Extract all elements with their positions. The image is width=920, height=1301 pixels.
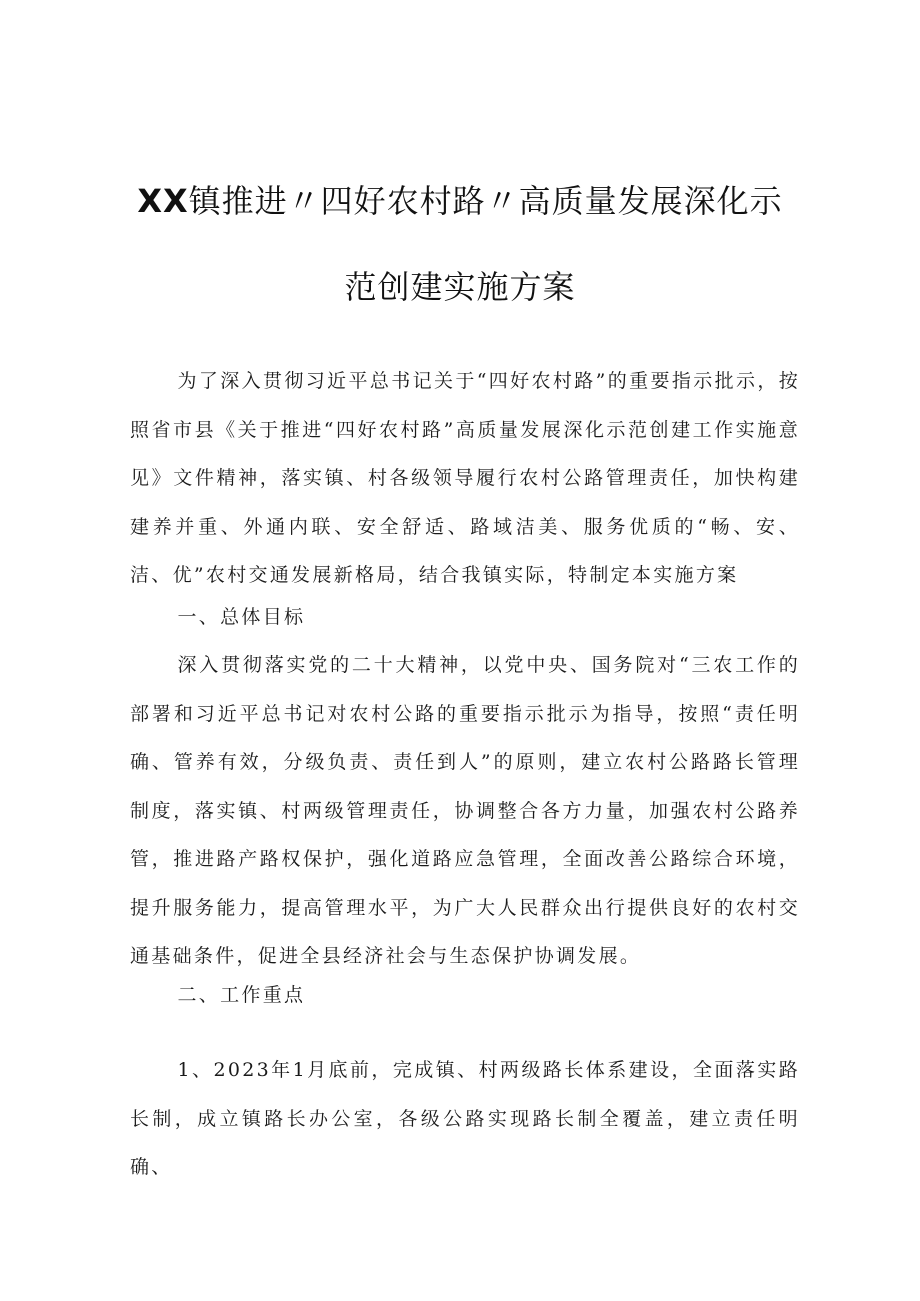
item-1-paragraph: 1、2023年1月底前，完成镇、村两级路长体系建设，全面落实路长制，成立镇路长办公室，各级公路实现路长制全覆盖，建立责任明确、: [130, 1059, 800, 1178]
section-heading-1: 一、总体目标: [177, 606, 306, 628]
section-heading-1-block: [130, 593, 800, 642]
title-prefix: XX: [137, 182, 189, 220]
title-line-1-text: 镇推进〃四好农村路〃高质量发展深化示: [188, 182, 783, 220]
section-heading-2-block: [130, 971, 800, 1020]
goal-paragraph-block: [130, 641, 800, 981]
document-title-line-2: 范创建实施方案: [344, 268, 576, 306]
section-heading-2: 二、工作重点: [177, 984, 306, 1006]
intro-paragraph-block: [130, 357, 800, 600]
item-1-paragraph-block: [130, 1046, 800, 1192]
intro-paragraph: 为了深入贯彻习近平总书记关于“四好农村路”的重要指示批示，按照省市县《关于推进“四好农村路”高质量发展深化示范创建工作实施意见》文件精神，落实镇、村各级领导履行农村公路管理责任，加快构建建养并重、外通内联、安全舒适、路域洁美、服务优质的“畅、安、洁、优”农村交通发展新格局，结合我镇实际，特制定本实施方案: [130, 370, 800, 586]
document-title-line-1: [0, 176, 920, 222]
goal-paragraph: 深入贯彻落实党的二十大精神，以党中央、国务院对“三农工作的部署和习近平总书记对农村公路的重要指示批示为指导，按照“责任明确、管养有效，分级负责、责任到人”的原则，建立农村公路路长管理制度，落实镇、村两级管理责任，协调整合各方力量，加强农村公路养管，推进路产路权保护，强化道路应急管理，全面改善公路综合环境，提升服务能力，提高管理水平，为广大人民群众出行提供良好的农村交通基础条件，促进全县经济社会与生态保护协调发展。: [130, 654, 800, 967]
